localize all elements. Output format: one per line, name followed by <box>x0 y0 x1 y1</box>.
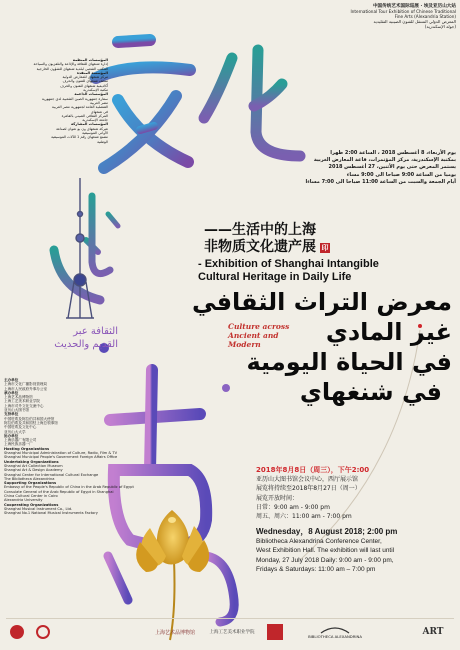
header-line-ar2: (جولة الإسكندرية) <box>424 24 456 29</box>
footer-logo-academy <box>206 624 258 640</box>
foreign-affairs-logo-icon <box>36 625 50 639</box>
org-line: 主办单位 <box>4 378 19 382</box>
ar-list-line: سفارة جمهورية الصين الشعبية لدى جمهورية <box>41 96 108 101</box>
org-line: 上海民族乐器一厂 <box>4 442 33 447</box>
ar-list-line: المركز الثقافي الصيني بالقاهرة <box>61 113 108 118</box>
org-line: 中国驻埃及阿拉伯共和国大使馆 <box>4 416 55 421</box>
header-line-en1: International Tour Exhibition of Chinese Traditional <box>350 9 456 14</box>
ar-list-line: مصر العربية <box>90 100 108 105</box>
footer-logo-culture <box>6 624 28 640</box>
org-line: Shanghai Municipal Administration of Culture, Radio, Film & TV <box>4 451 118 456</box>
org-line: 上海市文化广播影视管理局 <box>4 382 48 387</box>
org-line: 上海市对外文化交流中心 <box>4 403 44 408</box>
org-line: Supporting Organizations <box>4 481 57 486</box>
org-line: Shanghai No.1 National Musical Instruments Factory <box>4 511 98 516</box>
title-ar-line1: معرض التراث الثقافي <box>192 288 452 316</box>
org-line: 承办单位 <box>4 390 19 395</box>
header-line-zh: 中国传统艺术国际巡展 · 埃及亚历山大站 <box>372 4 456 9</box>
event-date-zh: 2018年8月8日（周三），下午2:00 <box>256 466 370 474</box>
footer-logo-art <box>418 624 448 640</box>
org-line: Consulate General of the Arab Republic of Egypt in Shanghai <box>4 489 114 494</box>
culture-tag-en <box>228 322 308 349</box>
ar-list-line: المكتب الشعبي لبلدية شنغهاي للشؤون الخارجية <box>36 66 108 71</box>
ar-list-line: جامعة الإسكندرية <box>82 118 108 123</box>
org-line: Shanghai Art & Design Academy <box>4 468 63 473</box>
header-line-en2: Fine Arts (Alexandria Station) <box>394 14 456 19</box>
event-venue-en3: Monday, 27 July 2018 Daily: 9:00 am - 9:00 pm, <box>256 556 394 564</box>
event-hours-title-zh: 展览开放时间： <box>256 494 299 502</box>
org-line: Shanghai Municipal People's Government Foreign Affairs Office <box>4 455 118 460</box>
event-date-en: Wednesday，8 August 2018; 2:00 pm <box>256 527 398 536</box>
org-line: China Cultural Center in Cairo <box>4 494 58 499</box>
title-en-line1: - Exhibition of Shanghai Intangible <box>198 258 379 270</box>
title-ar-line2: غير المادي <box>325 318 452 346</box>
title-zh <box>204 222 384 256</box>
footer-logo-text: BIBLIOTHECA ALEXANDRINA <box>308 633 362 639</box>
header-line-ar1: المعرض الدولي المتنقل للفنون الصينية التقليدية <box>373 19 456 24</box>
org-line: 上海艺术品博物馆 <box>4 395 33 400</box>
ar-list-line: مركز شنغهاي للمعارض الدولية <box>62 75 108 80</box>
title-ar <box>190 288 452 316</box>
title-zh-line2: 非物质文化遗产展 <box>204 239 316 255</box>
ar-list-line: في شنغهاي <box>90 109 108 114</box>
org-line: Shanghai Center for International Cultural Exchange <box>4 472 99 477</box>
ar-list-line: المؤسسات المشاركة <box>71 122 108 127</box>
event-venue-en4: Fridays & Saturdays: 11:00 am – 7:00 pm <box>256 565 376 573</box>
ar-list-line: القنصلية العامة لجمهورية مصر العربية <box>51 105 108 110</box>
ar-info-line: يوميا من الساعة 9:00 صباحا الى 9:00 مساء <box>346 171 456 178</box>
title-ar-line3: في الحياة اليومية <box>246 348 452 376</box>
ar-list-line: أكاديمية شنغهاي للفنون والحرف <box>60 83 108 88</box>
event-until-zh: 展览将持续至2018年8月27日（周一） <box>256 485 361 493</box>
org-line: Hosting Organizations <box>4 446 50 451</box>
culture-tag-ar-line1: الثقافة عبر <box>73 326 118 337</box>
culture-tag-en-line1: Culture across <box>228 322 290 331</box>
org-line: Shanghai Art Collection Museum <box>4 463 63 468</box>
event-hours1-zh: 日常：9:00 am - 9:00 pm <box>256 503 330 511</box>
calligraphy-gujin-glyph <box>108 370 234 622</box>
ar-info-line: أيام الجمعة والسبت من الساعة 11:00 صباحا الى 7:00 مساءا <box>305 178 456 185</box>
footer-logo-text: ART <box>422 627 444 637</box>
ar-list-line: شركة شنغهاي ون يو شوان لصناعة <box>56 126 108 131</box>
org-line: Embassy of the People's Republic of China in the Arab Republic of Egypt <box>4 485 134 490</box>
event-venue-en2: West Exhibition Hall. The exhibition will last until <box>256 547 395 555</box>
ar-list-line: متحف شنغهاي للفنون والحرف <box>62 79 108 84</box>
event-hours2-zh: 周五、周六：11:00 am - 7:00 pm <box>256 513 352 521</box>
title-en <box>198 258 448 283</box>
footer-logo-exchange <box>262 624 288 640</box>
title-ar-line4: في شنغهاي <box>299 378 442 406</box>
org-line: 协办单位 <box>4 433 19 438</box>
org-line: 亚历山大大学 <box>4 429 26 434</box>
org-line: Alexandria University <box>4 498 43 503</box>
footer-logo-text: 上海艺术品博物馆 <box>154 629 195 636</box>
ar-list-line: الوطنية <box>97 139 108 144</box>
org-line: 中国驻埃及文化中心 <box>4 425 37 430</box>
event-info-en <box>256 526 456 574</box>
org-line: 上海工艺美术职业学院 <box>4 399 40 404</box>
org-line: 上海市人民政府外事办公室 <box>4 386 48 391</box>
organizers-list <box>4 378 134 516</box>
ar-info-line: يستمر المعرض حتى يوم الأثنين، 27 أغسطس 2018 <box>328 164 456 171</box>
ar-list-line: مكتبة الإسكندرية <box>83 88 108 93</box>
footer-divider <box>6 618 454 619</box>
title-ar-line3-wrap <box>190 348 452 376</box>
org-line: 阿拉伯埃及共和国驻上海总领事馆 <box>4 420 58 425</box>
title-en-line2: Cultural Heritage in Daily Life <box>198 270 352 283</box>
footer-logo-foreign-affairs <box>32 624 54 640</box>
ar-list-line: المؤسسة المنفذة <box>76 70 108 75</box>
footer-logo-bibliotheca <box>300 624 370 640</box>
org-line: Undertaking Organizations <box>4 459 59 464</box>
footer-logo-text: 上海工艺美术职业学院 <box>209 630 255 635</box>
title-ar-line2-wrap <box>300 318 452 346</box>
bibliotheca-arc-icon <box>320 626 350 634</box>
culture-tag-ar-line2: القديم والحديث <box>54 338 118 350</box>
ar-list-line: مصنع شنغهاي رقم 1 للآلات الموسيقية <box>51 135 108 140</box>
org-line: 亚历山大图书馆 <box>4 408 30 413</box>
org-line: 上海乐器厂有限公司 <box>4 438 37 443</box>
culture-tag-en-line2: Ancient and Modern <box>228 331 279 349</box>
title-zh-row2 <box>204 239 384 256</box>
ar-info-line: يوم الأربعاء، 8 أغسطس 2018 ، الساعة 2:00 ظهرا <box>330 150 456 156</box>
exchange-center-logo-icon <box>267 624 283 640</box>
org-line: The Bibliotheca Alexandrina <box>4 476 55 481</box>
culture-tag-ar <box>20 326 118 351</box>
ar-info-line: بمكتبة الإسكندرية، مركز المؤتمرات، قاعة المعارض الغربية <box>313 157 456 164</box>
event-venue-zh: 亚历山大图书馆会议中心，西厅展示馆 <box>256 476 359 484</box>
footer-logo-art-museum <box>144 624 206 640</box>
title-zh-line1: ——生活中的上海 <box>204 222 316 238</box>
title-ar-line4-wrap <box>190 378 442 406</box>
event-venue-en1: Bibliotheca Alexandrina Conference Center, <box>256 538 382 545</box>
org-line: Shanghai Musical Instrument Co., Ltd. <box>4 506 73 511</box>
ar-list-line: المؤسسات الداعمة <box>74 92 108 97</box>
ar-list-line: الأواني الموسيقية <box>82 131 108 136</box>
org-line: 支持单位 <box>4 412 19 417</box>
ar-list-line: المؤسسات المنظمة <box>72 58 108 62</box>
right-arabic-info <box>262 150 456 186</box>
calligraphy-wen-glyph <box>96 40 190 168</box>
ar-list-line: إدارة شنغهاي للثقافة والإذاعة والتلفزيون والسياحة <box>33 62 108 67</box>
left-arabic-list <box>4 58 108 144</box>
event-info-zh <box>256 466 452 521</box>
seal-stamp-icon: 印 <box>321 243 329 252</box>
org-line: Cooperating Organizations <box>4 502 59 507</box>
culture-bureau-logo-icon <box>10 625 24 639</box>
